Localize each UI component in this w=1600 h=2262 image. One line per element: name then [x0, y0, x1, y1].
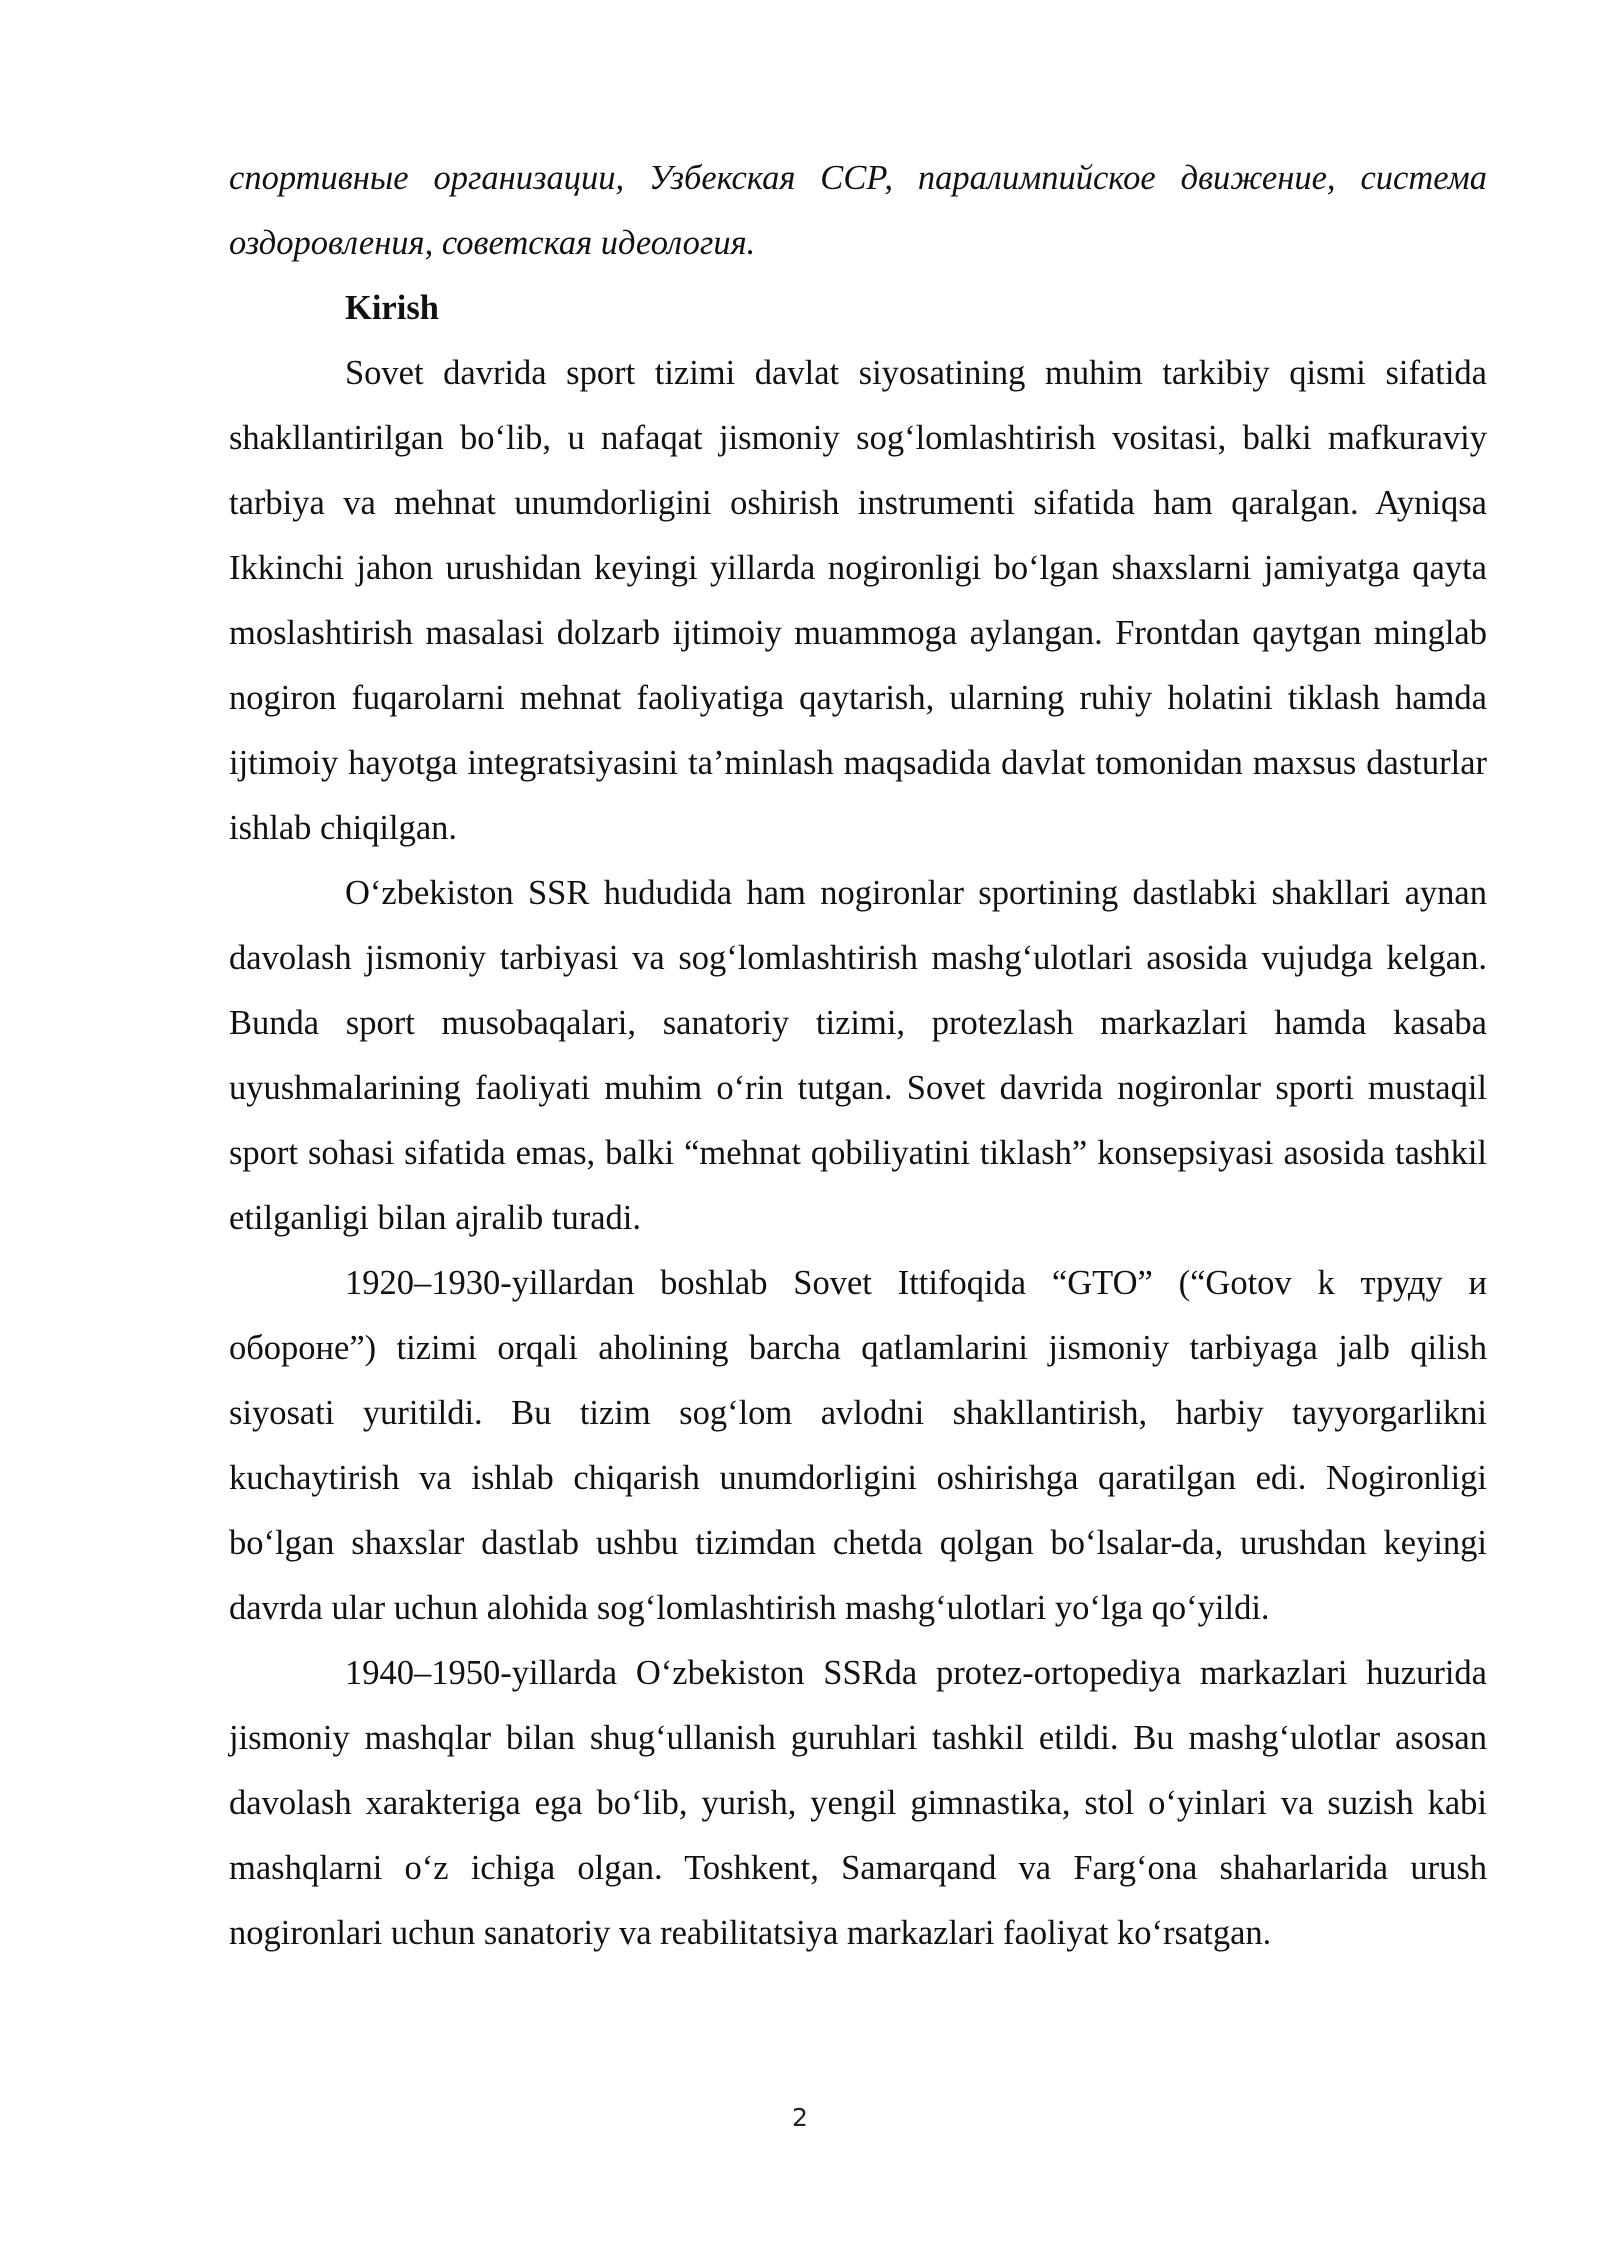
page-number: 2: [792, 2103, 808, 2132]
paragraph-3: 1920–1930-yillardan boshlab Sovet Ittifoqida “GTO” (“Gotov k труду и обороне”) tizimi orqali aholining barcha qatlamlarini jismoniy tarbiyaga jalb qilish siyosati yuritildi. Bu tizim sog‘lom avlodni shakllantirish, harbiy tayyorgarlikni kuchaytirish va ishlab chiqarish unumdorligini oshirishga qaratilgan edi. Nogironligi bo‘lgan shaxslar dastlab ushbu tizimdan chetda qolgan bo‘lsalar-da, urushdan keyingi davrda ular uchun alohida sog‘lomlashtirish mashg‘ulotlari yo‘lga qo‘yildi.: [229, 1264, 1487, 1627]
keywords-line: спортивные организации, Узбекская ССР, паралимпийское движение, система оздоровления, советская идеология.: [229, 159, 1487, 262]
paragraph-4: 1940–1950-yillarda O‘zbekiston SSRda protez-ortopediya markazlari huzurida jismoniy mashqlar bilan shug‘ullanish guruhlari tashkil etildi. Bu mashg‘ulotlar asosan davolash xarakteriga ega bo‘lib, yurish, yengil gimnastika, stol o‘yinlari va suzish kabi mashqlarni o‘z ichiga olgan. Toshkent, Samarqand va Farg‘ona shaharlarida urush nogironlari uchun sanatoriy va reabilitatsiya markazlari faoliyat ko‘rsatgan.: [229, 1654, 1487, 1952]
document-page: [229, 146, 1487, 1966]
paragraph-1: Sovet davrida sport tizimi davlat siyosatining muhim tarkibiy qismi sifatida shakllantirilgan bo‘lib, u nafaqat jismoniy sog‘lomlashtirish vositasi, balki mafkuraviy tarbiya va mehnat unumdorligini oshirish instrumenti sifatida ham qaralgan. Ayniqsa Ikkinchi jahon urushidan keyingi yillarda nogironligi bo‘lgan shaxslarni jamiyatga qayta moslashtirish masalasi dolzarb ijtimoiy muammoga aylangan. Frontdan qaytgan minglab nogiron fuqarolarni mehnat faoliyatiga qaytarish, ularning ruhiy holatini tiklash hamda ijtimoiy hayotga integratsiyasini ta’minlash maqsadida davlat tomonidan maxsus dasturlar ishlab chiqilgan.: [229, 354, 1487, 847]
paragraph-2: O‘zbekiston SSR hududida ham nogironlar sportining dastlabki shakllari aynan davolash jismoniy tarbiyasi va sog‘lomlashtirish mashg‘ulotlari asosida vujudga kelgan. Bunda sport musobaqalari, sanatoriy tizimi, protezlash markazlari hamda kasaba uyushmalarining faoliyati muhim o‘rin tutgan. Sovet davrida nogironlar sporti mustaqil sport sohasi sifatida emas, balki “mehnat qobiliyatini tiklash” konsepsiyasi asosida tashkil etilganligi bilan ajralib turadi.: [229, 874, 1487, 1237]
section-heading: Kirish: [345, 289, 439, 327]
